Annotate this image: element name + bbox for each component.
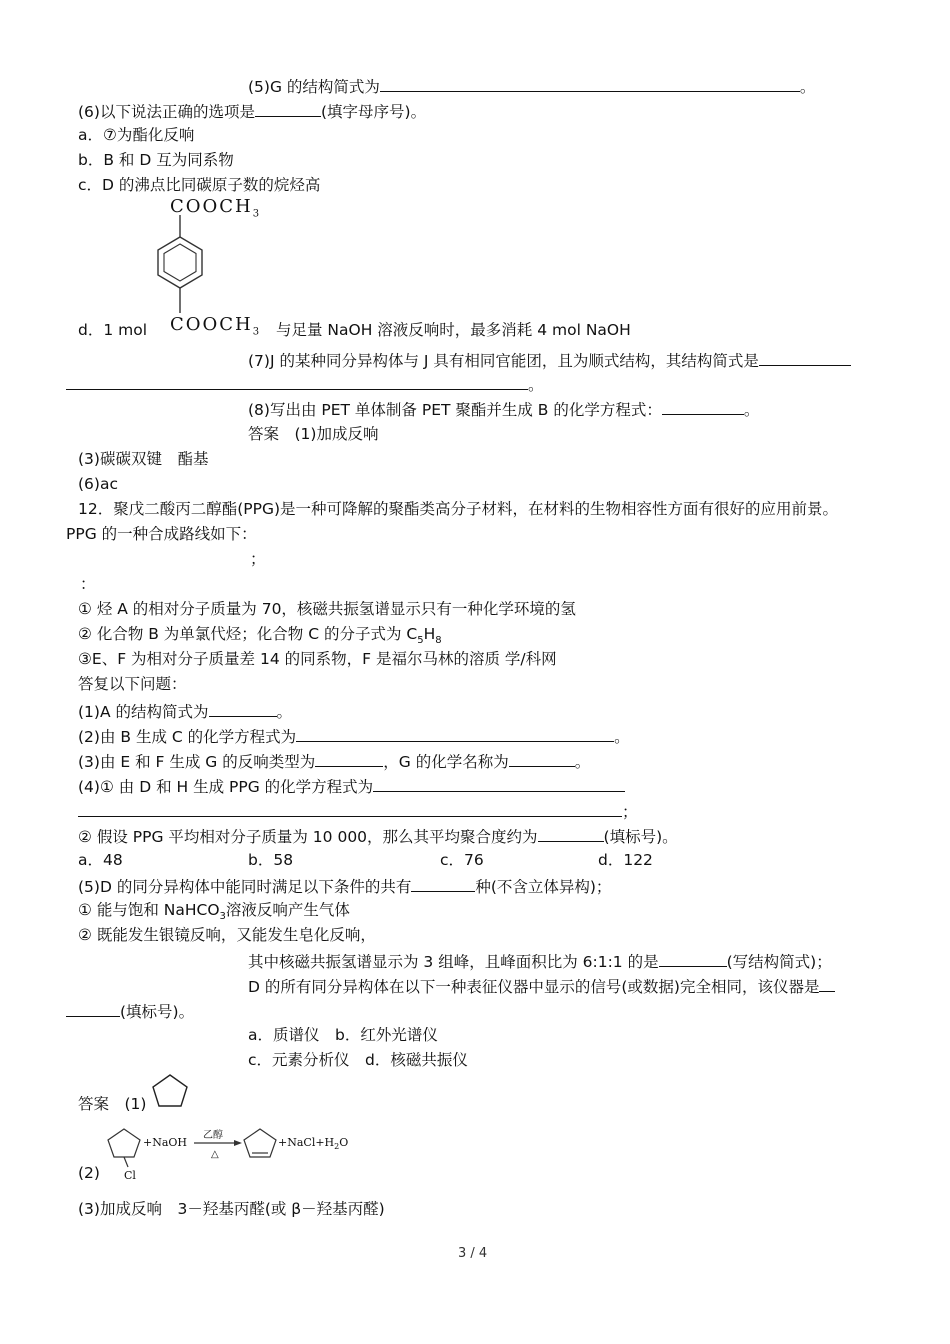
q11-option-d xyxy=(78,320,147,340)
q11-part7-continued xyxy=(66,373,544,395)
q12-condition-1-a: ① 能与饱和 NaHCO xyxy=(78,901,220,919)
q12-answer-2: (2) xyxy=(78,1164,100,1182)
q12-option-b: b．58 xyxy=(248,851,294,869)
q12-instrument-cd: c．元素分析仪 d．核磁共振仪 xyxy=(248,1051,468,1069)
answer-blank[interactable] xyxy=(209,700,277,717)
struct-top-label: COOCH xyxy=(170,196,253,217)
q12-part4-text: (4)① 由 D 和 H 生成 PPG 的化学方程式为 xyxy=(78,778,374,796)
q12-colon: ： xyxy=(80,575,96,593)
reaction-products-o: O xyxy=(339,1136,349,1149)
answer-blank[interactable] xyxy=(66,373,528,390)
q12-part4-continued xyxy=(78,800,638,822)
answer-blank[interactable] xyxy=(255,100,321,117)
answer-blank[interactable] xyxy=(78,800,622,817)
q11-part6 xyxy=(78,100,426,122)
formula-subscript: 2 xyxy=(334,1142,340,1152)
answer-blank[interactable] xyxy=(538,825,604,842)
answer-blank[interactable] xyxy=(380,75,800,92)
q12-info-1: ① 烃 A 的相对分子质量为 70，核磁共振氢谱显示只有一种化学环境的氢 xyxy=(78,600,576,618)
benzene-inner-ring xyxy=(164,244,196,281)
q12-part5-tail: 种(不含立体异构)； xyxy=(475,878,612,896)
q12-instrument-continued xyxy=(66,1000,194,1022)
answer-blank[interactable] xyxy=(659,950,727,967)
formula-subscript: 3 xyxy=(219,911,226,923)
q11-part8-end: 。 xyxy=(743,401,760,419)
q12-part4b xyxy=(78,825,678,847)
benzene-ring-structure xyxy=(150,215,210,325)
reaction-condition-top: 乙醇 xyxy=(203,1130,223,1141)
q12-part4b-text: ② 假设 PPG 平均相对分子质量为 10 000，那么其平均聚合度约为 xyxy=(78,828,538,846)
q12-part5 xyxy=(78,875,611,897)
answer-blank[interactable] xyxy=(411,875,475,892)
answer-blank[interactable] xyxy=(662,398,744,415)
q12-semicolon: ； xyxy=(250,550,266,568)
pentagon-ring xyxy=(153,1075,187,1106)
q12-condition-1-b: 溶液反响产生气体 xyxy=(225,901,350,919)
answer-blank[interactable] xyxy=(296,725,614,742)
answer-blank[interactable] xyxy=(66,1000,120,1017)
struct-bottom-group xyxy=(170,315,261,343)
q12-answer-3: (3)加成反响 3－羟基丙醛(或 β－羟基丙醛) xyxy=(78,1200,385,1218)
q11-option-d-prefix: d．1 mol xyxy=(78,321,148,339)
q12-part3 xyxy=(78,750,590,772)
q12-answer-1: 答案 (1) xyxy=(78,1095,147,1113)
struct-top-sub: 3 xyxy=(252,208,262,220)
cyclopentane-structure xyxy=(150,1073,190,1109)
formula-h: H xyxy=(423,625,436,643)
q12-info-3: ③E、F 为相对分子质量差 14 的同系物，F 是福尔马林的溶质 学/科网 xyxy=(78,650,557,668)
q12-condition-1 xyxy=(78,900,350,927)
q12-info-2-text: ② 化合物 B 为单氯代烃；化合物 C 的分子式为 C xyxy=(78,625,418,643)
q12-part3-end: 。 xyxy=(574,753,591,771)
q12-part1-end: 。 xyxy=(276,703,293,721)
q11-part8 xyxy=(248,398,759,420)
answer-blank[interactable] xyxy=(315,750,383,767)
q12-part2 xyxy=(78,725,630,747)
reaction-products-text: +NaCl+H xyxy=(278,1136,335,1149)
reaction-naoh: +NaOH xyxy=(143,1136,188,1149)
struct-bottom-label: COOCH xyxy=(170,314,253,335)
q12-part1 xyxy=(78,700,292,722)
q12-part4-end: ； xyxy=(622,803,638,821)
q11-part8-text: (8)写出由 PET 单体制备 PET 聚酯并生成 B 的化学方程式： xyxy=(248,401,662,419)
q12-nmr xyxy=(248,950,832,972)
q12-instrument-ab: a．质谱仪 b．红外光谱仪 xyxy=(248,1026,438,1044)
chlorocyclopentane-ring xyxy=(108,1129,140,1157)
q11-part5-end: 。 xyxy=(799,78,816,96)
q12-instrument-tail: (填标号)。 xyxy=(120,1003,195,1021)
q12-option-a: a．48 xyxy=(78,851,123,869)
q11-answer-1: 答案 (1)加成反响 xyxy=(248,425,379,443)
q12-option-c: c．76 xyxy=(440,851,484,869)
q11-part5-text: (5)G 的结构简式为 xyxy=(248,78,380,96)
q12-part5-text: (5)D 的同分异构体中能同时满足以下条件的共有 xyxy=(78,878,412,896)
q11-option-c: c．D 的沸点比同碳原子数的烷烃高 xyxy=(78,176,321,194)
q12-nmr-text: 其中核磁共振氢谱显示为 3 组峰，且峰面积比为 6:1:1 的是 xyxy=(248,953,659,971)
q11-part5 xyxy=(248,75,815,97)
formula-subscript: 8 xyxy=(435,635,442,647)
q11-part7-text: (7)J 的某种同分异构体与 J 具有相同官能团，且为顺式结构，其结构简式是 xyxy=(248,352,759,370)
answer-blank[interactable] xyxy=(509,750,575,767)
q12-part2-text: (2)由 B 生成 C 的化学方程式为 xyxy=(78,728,297,746)
reaction-products xyxy=(278,1133,348,1157)
answer-blank[interactable] xyxy=(759,349,851,366)
answer-blank[interactable] xyxy=(373,775,625,792)
reaction-cl-label: Cl xyxy=(124,1169,136,1182)
q11-option-d-suffix: 与足量 NaOH 溶液反响时，最多消耗 4 mol NaOH xyxy=(276,321,631,339)
q12-part4b-tail: (填标号)。 xyxy=(603,828,678,846)
q12-part1-text: (1)A 的结构简式为 xyxy=(78,703,209,721)
q12-intro: 12．聚戊二酸丙二醇酯(PPG)是一种可降解的聚酯类高分子材料，在材料的生物相容性方面有很好的应用前景。 xyxy=(78,500,839,518)
q12-instrument xyxy=(248,975,835,997)
q12-nmr-tail: (写结构简式)； xyxy=(726,953,832,971)
q12-part2-end: 。 xyxy=(614,728,630,746)
answer-blank[interactable] xyxy=(819,975,835,992)
q12-intro-continued: PPG 的一种合成路线如下： xyxy=(66,525,257,543)
q11-part7-end: 。 xyxy=(528,376,544,394)
q12-condition-2: ② 既能发生银镜反响，又能发生皂化反响， xyxy=(78,926,376,944)
q12-part3-text-a: (3)由 E 和 F 生成 G 的反响类型为 xyxy=(78,753,316,771)
q11-answer-6: (6)ac xyxy=(78,475,118,493)
q11-part6-text: (6)以下说法正确的选项是 xyxy=(78,103,255,121)
q12-info-2 xyxy=(78,624,442,651)
q12-answer-intro: 答复以下问题： xyxy=(78,675,187,693)
q12-part3-text-b: ，G 的化学名称为 xyxy=(383,753,509,771)
q12-part4 xyxy=(78,775,625,797)
q11-part6-tail: (填字母序号)。 xyxy=(320,103,427,121)
q11-option-a: a．⑦为酯化反响 xyxy=(78,126,195,144)
struct-bottom-sub: 3 xyxy=(252,326,262,338)
q12-instrument-text: D 的所有同分异构体在以下一种表征仪器中显示的信号(或数据)完全相同，该仪器是 xyxy=(248,978,820,996)
reaction-condition-bottom: △ xyxy=(211,1149,219,1160)
formula-subscript: 5 xyxy=(417,635,424,647)
q12-option-d: d．122 xyxy=(598,851,653,869)
q11-part7 xyxy=(248,349,851,371)
q11-option-b: b．B 和 D 互为同系物 xyxy=(78,151,234,169)
q11-answer-3: (3)碳碳双键 酯基 xyxy=(78,450,209,468)
benzene-hexagon xyxy=(158,237,202,288)
page-number: 3 / 4 xyxy=(458,1246,488,1261)
reaction-arrow-head xyxy=(234,1140,242,1146)
